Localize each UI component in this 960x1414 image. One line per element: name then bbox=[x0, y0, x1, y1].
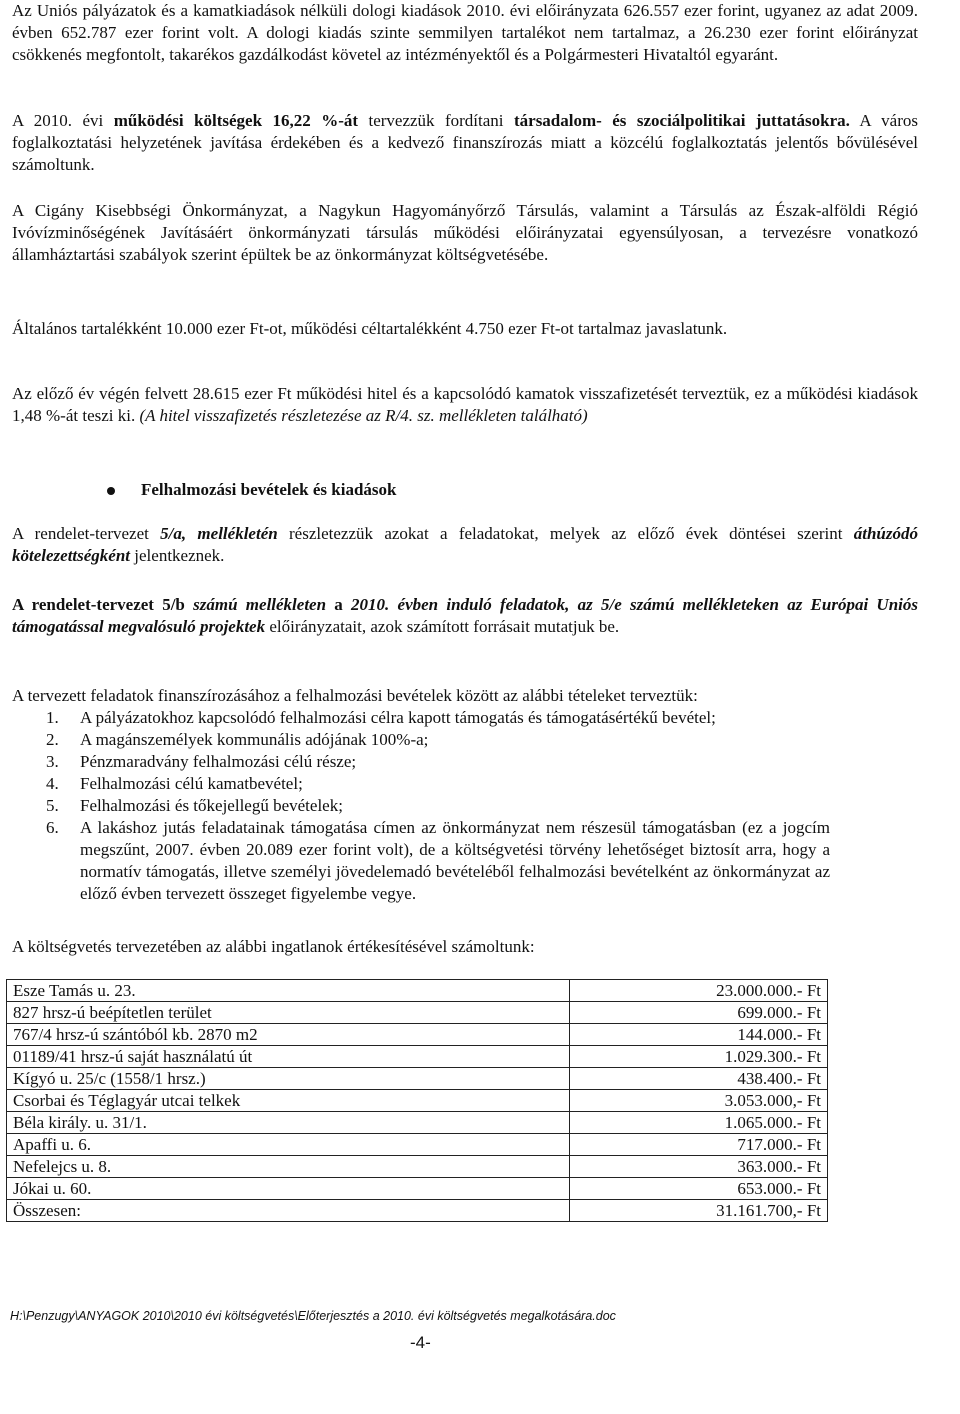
table-row bbox=[7, 1178, 828, 1200]
property-value-cell: 717.000.- Ft bbox=[570, 1134, 828, 1156]
paragraph-kisebbsegi-onkormanyzat: A Cigány Kisebbségi Önkormányzat, a Nagykun Hagyományőrző Társulás, valamint a Társulás az Észak-alföldi Régió Ivóvízminőségének Javításáért önkormányzati társulás működési előirányzatai egyensúlyosan, a tervezésre vonatkozó államháztartási szabályok szerint épültek be az önkormányzat költségvetésébe. bbox=[12, 201, 918, 264]
property-value-cell: 1.029.300.- Ft bbox=[570, 1046, 828, 1068]
list-item-text: A pályázatokhoz kapcsolódó felhalmozási célra kapott támogatás és támogatásértékű bevétel; bbox=[80, 708, 716, 727]
list-item-number: 1. bbox=[46, 708, 59, 727]
list-item-text: A lakáshoz jutás feladatainak támogatása címen az önkormányzat nem részesül támogatásban (ez a jogcím megszűnt, 2007. évben 20.089 ezer forint volt), de a költségvetési törvény lehetőséget biztosít arra, hogy a normatív támogatás, illetve személyi jövedelemadó bevételéből felhalmozási bevételként az önkormányzat az előző évben tervezett összeget figyelembe vegye. bbox=[80, 818, 830, 903]
property-name-cell: Csorbai és Téglagyár utcai telkek bbox=[7, 1090, 570, 1112]
property-name-cell: Béla király. u. 31/1. bbox=[7, 1112, 570, 1134]
page-number: -4- bbox=[410, 1333, 431, 1352]
text-run-bold-italic: áthúzódó kötelezettségként bbox=[12, 524, 918, 565]
property-name-cell: Jókai u. 60. bbox=[7, 1178, 570, 1200]
paragraph-dologi-kiadasok: Az Uniós pályázatok és a kamatkiadások nélküli dologi kiadások 2010. évi előirányzata 626.557 ezer forint, ugyanez az adat 2009. évben 652.787 ezer forint volt. A dologi kiadás szinte semmilyen tartalékot nem tartalmaz, a 26.230 ezer forint előirányzat csökkenés megfontolt, takarékos gazdálkodást követel az intézményektől és a Polgármesteri Hivataltól egyaránt. bbox=[12, 1, 918, 64]
text-run: A város foglalkoztatási helyzetének javítása érdekében és a kedvező finanszírozás miatt a közcélú foglalkoztatás jelentős bővülésével számoltunk. bbox=[12, 111, 919, 174]
list-item-number: 5. bbox=[46, 796, 59, 815]
property-name-cell: 01189/41 hrsz-ú saját használatú út bbox=[7, 1046, 570, 1068]
property-value-cell: 363.000.- Ft bbox=[570, 1156, 828, 1178]
list-item-text: Felhalmozási célú kamatbevétel; bbox=[80, 774, 303, 793]
text-run: A rendelet-tervezet bbox=[12, 524, 161, 543]
list-item-text: Felhalmozási és tőkejellegű bevételek; bbox=[80, 796, 343, 815]
table-row bbox=[7, 1200, 828, 1222]
table-row bbox=[7, 1156, 828, 1178]
bullet-icon bbox=[107, 487, 115, 495]
list-item bbox=[12, 751, 830, 773]
paragraph-tartalek: Általános tartalékként 10.000 ezer Ft-ot, működési céltartalékként 4.750 ezer Ft-ot tartalmaz javaslatunk. bbox=[12, 319, 728, 338]
paragraph-hitel bbox=[12, 383, 918, 427]
list-item-text: Pénzmaradvány felhalmozási célú része; bbox=[80, 752, 357, 771]
list-item bbox=[12, 795, 830, 817]
paragraph-felhalmozasi-bevetelek: A tervezett feladatok finanszírozásához a felhalmozási bevételek között az alábbi tételeket terveztük: bbox=[12, 686, 698, 705]
property-sales-table bbox=[6, 979, 828, 1222]
text-run-bold: A rendelet-tervezet 5/b bbox=[12, 595, 194, 614]
property-name-cell: Esze Tamás u. 23. bbox=[7, 980, 570, 1002]
table-row bbox=[7, 980, 828, 1002]
table-row bbox=[7, 1068, 828, 1090]
property-value-cell: 23.000.000.- Ft bbox=[570, 980, 828, 1002]
table-row bbox=[7, 1046, 828, 1068]
list-item bbox=[12, 817, 830, 905]
property-value-cell: 1.065.000.- Ft bbox=[570, 1112, 828, 1134]
list-item-number: 3. bbox=[46, 752, 59, 771]
text-run-bold-italic: számú mellékleten bbox=[193, 595, 327, 614]
list-item-number: 2. bbox=[46, 730, 59, 749]
footer-file-path: H:\Penzugy\ANYAGOK 2010\2010 évi költségvetés\Előterjesztés a 2010. évi költségvetés megalkotására.doc bbox=[10, 1309, 616, 1323]
list-item-number: 6. bbox=[46, 818, 59, 837]
list-item bbox=[12, 707, 830, 729]
text-run-bold: társadalom- és szociálpolitikai juttatásokra. bbox=[513, 111, 850, 130]
property-name-cell: 827 hrsz-ú beépítetlen terület bbox=[7, 1002, 570, 1024]
text-run-italic: (A hitel visszafizetés részletezése az R/4. sz. mellékleten található) bbox=[139, 406, 588, 425]
text-run: tervezzük fordítani bbox=[358, 111, 514, 130]
text-run: előirányzatait, azok számított forrásait mutatjuk be. bbox=[265, 617, 620, 636]
table-row bbox=[7, 1090, 828, 1112]
paragraph-5b-melleklet bbox=[12, 594, 918, 638]
property-value-cell: 144.000.- Ft bbox=[570, 1024, 828, 1046]
text-run-bold-italic: 2010. évben induló feladatok, az 5/e számú mellékleteken az Európai Uniós támogatással megvalósuló projektek bbox=[12, 595, 918, 636]
property-name-cell: Összesen: bbox=[7, 1200, 570, 1222]
list-item-number: 4. bbox=[46, 774, 59, 793]
list-item bbox=[12, 773, 830, 795]
property-value-cell: 31.161.700,- Ft bbox=[570, 1200, 828, 1222]
text-run: részletezzük azokat a feladatokat, melyek az előző évek döntései szerint bbox=[277, 524, 854, 543]
text-run: Az előző év végén felvett 28.615 ezer Ft működési hitel és a kapcsolódó kamatok visszafizetését terveztük, ez a működési kiadások 1,48 %-át teszi ki. bbox=[12, 384, 918, 425]
section-heading bbox=[107, 480, 396, 500]
property-value-cell: 3.053.000,- Ft bbox=[570, 1090, 828, 1112]
paragraph-5a-melleklet bbox=[12, 523, 918, 567]
property-value-cell: 438.400.- Ft bbox=[570, 1068, 828, 1090]
paragraph-szocialis-juttatasok bbox=[12, 110, 918, 176]
table-row bbox=[7, 1134, 828, 1156]
table-row bbox=[7, 1002, 828, 1024]
property-name-cell: Nefelejcs u. 8. bbox=[7, 1156, 570, 1178]
table-row bbox=[7, 1112, 828, 1134]
property-name-cell: Apaffi u. 6. bbox=[7, 1134, 570, 1156]
table-row bbox=[7, 1024, 828, 1046]
text-run: jelentkeznek. bbox=[130, 546, 225, 565]
property-value-cell: 699.000.- Ft bbox=[570, 1002, 828, 1024]
text-run-bold: a bbox=[326, 595, 352, 614]
list-item-text: A magánszemélyek kommunális adójának 100%-a; bbox=[80, 730, 429, 749]
property-value-cell: 653.000.- Ft bbox=[570, 1178, 828, 1200]
revenue-items-list bbox=[12, 707, 830, 905]
text-run-bold: működési költségek 16,22 %-át bbox=[113, 111, 359, 130]
text-run-bold-italic: 5/a, mellékletén bbox=[160, 524, 278, 543]
property-name-cell: Kígyó u. 25/c (1558/1 hrsz.) bbox=[7, 1068, 570, 1090]
paragraph-ingatlanok: A költségvetés tervezetében az alábbi ingatlanok értékesítésével számoltunk: bbox=[12, 937, 535, 956]
text-run: A 2010. évi bbox=[12, 111, 114, 130]
list-item bbox=[12, 729, 830, 751]
section-heading-text: Felhalmozási bevételek és kiadások bbox=[141, 480, 397, 499]
property-name-cell: 767/4 hrsz-ú szántóból kb. 2870 m2 bbox=[7, 1024, 570, 1046]
